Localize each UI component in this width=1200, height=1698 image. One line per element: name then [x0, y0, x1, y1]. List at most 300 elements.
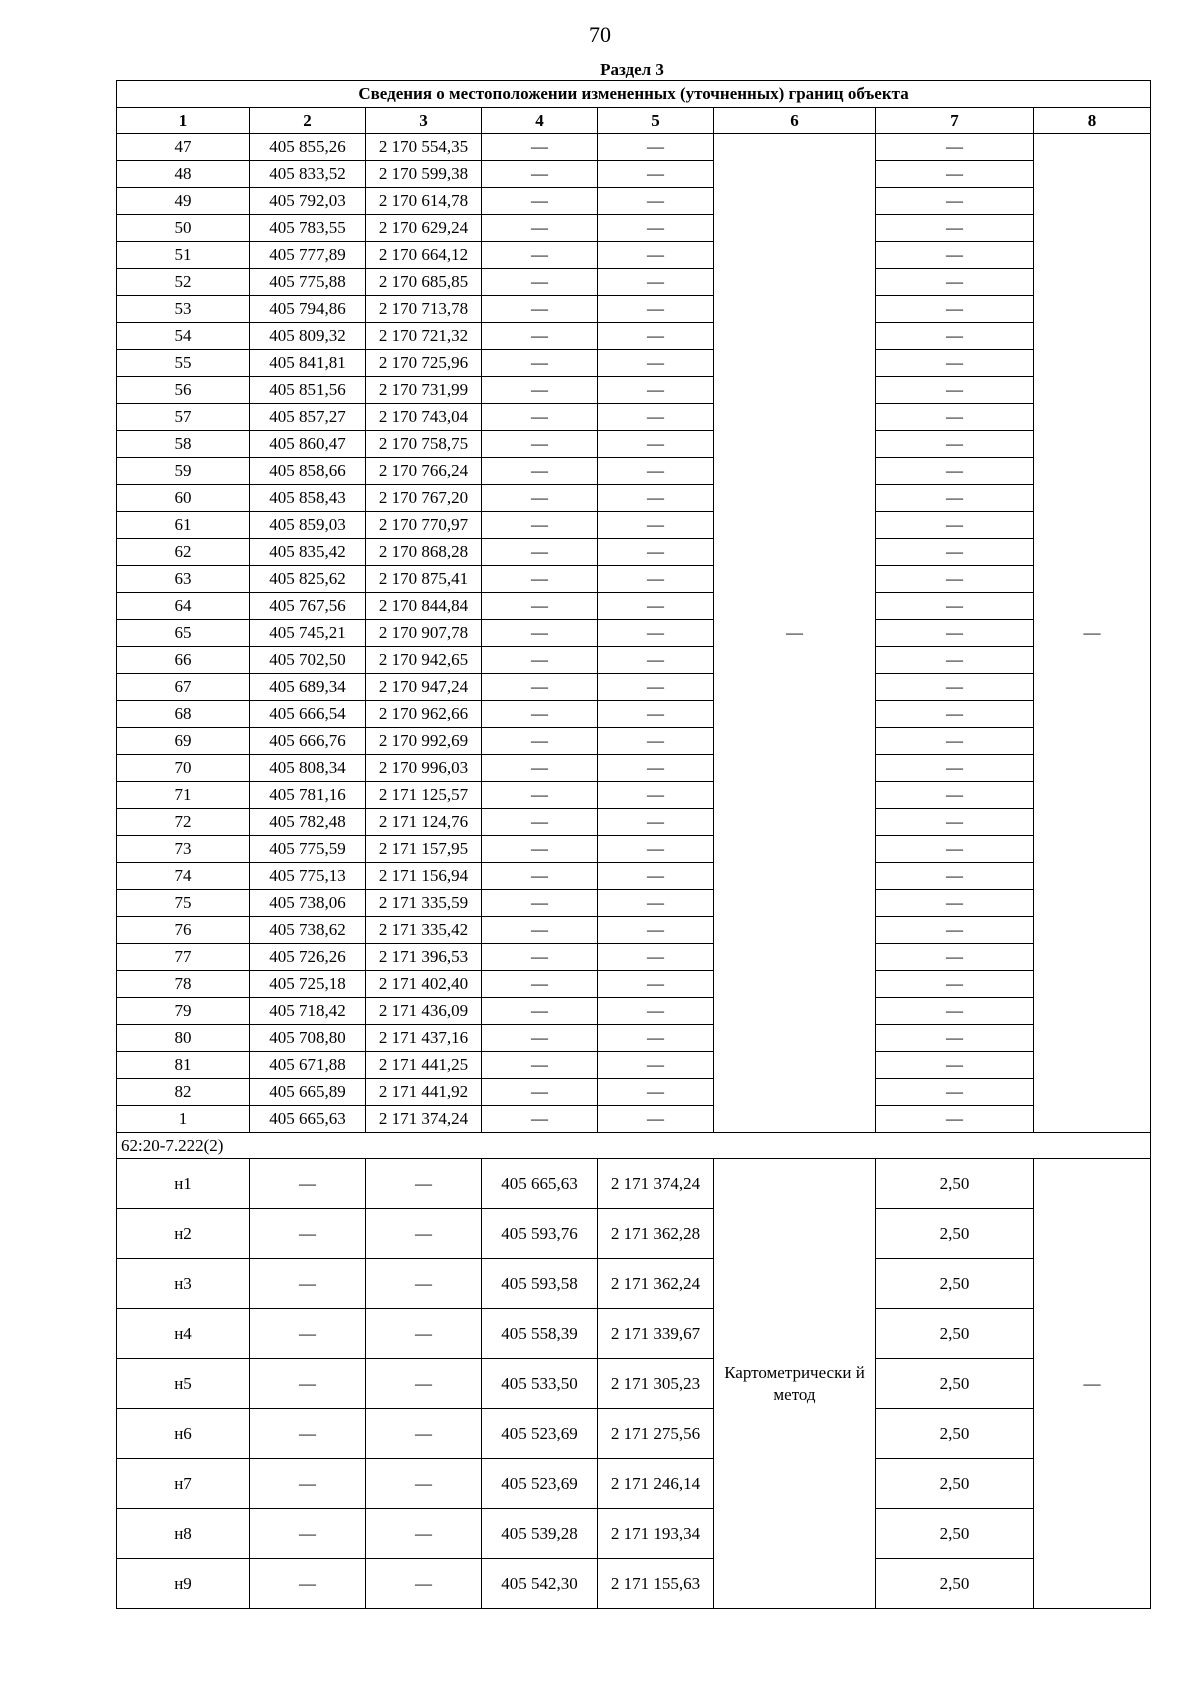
table-row: [117, 188, 1151, 215]
point-number: 53: [117, 296, 250, 323]
table-row: [117, 512, 1151, 539]
table-row: [117, 1559, 1151, 1609]
old-x-coordinate: —: [250, 1309, 366, 1359]
table-row: [117, 1509, 1151, 1559]
table-row: [117, 701, 1151, 728]
column-number-4: 4: [482, 108, 598, 134]
old-x-coordinate: 405 841,81: [250, 350, 366, 377]
old-y-coordinate: 2 170 554,35: [366, 134, 482, 161]
accuracy-cell: —: [876, 215, 1034, 242]
new-x-coordinate: —: [482, 863, 598, 890]
new-x-coordinate: —: [482, 944, 598, 971]
new-y-coordinate: —: [598, 755, 714, 782]
point-number: 59: [117, 458, 250, 485]
old-x-coordinate: 405 666,76: [250, 728, 366, 755]
new-x-coordinate: —: [482, 296, 598, 323]
new-y-coordinate: —: [598, 1052, 714, 1079]
accuracy-cell: 2,50: [876, 1559, 1034, 1609]
table-row: [117, 782, 1151, 809]
point-number: 74: [117, 863, 250, 890]
table-row: [117, 620, 1151, 647]
new-x-coordinate: —: [482, 836, 598, 863]
old-y-coordinate: —: [366, 1409, 482, 1459]
table-row: [117, 323, 1151, 350]
new-y-coordinate: —: [598, 674, 714, 701]
new-y-coordinate: 2 171 155,63: [598, 1559, 714, 1609]
old-x-coordinate: 405 767,56: [250, 593, 366, 620]
new-y-coordinate: 2 171 246,14: [598, 1459, 714, 1509]
point-number: 71: [117, 782, 250, 809]
table-row: [117, 1052, 1151, 1079]
new-y-coordinate: 2 171 193,34: [598, 1509, 714, 1559]
new-x-coordinate: 405 593,76: [482, 1209, 598, 1259]
old-x-coordinate: —: [250, 1459, 366, 1509]
table-row: [117, 1025, 1151, 1052]
accuracy-cell: —: [876, 512, 1034, 539]
accuracy-cell: —: [876, 539, 1034, 566]
new-x-coordinate: 405 523,69: [482, 1459, 598, 1509]
column-number-3: 3: [366, 108, 482, 134]
new-y-coordinate: —: [598, 539, 714, 566]
old-y-coordinate: 2 171 441,92: [366, 1079, 482, 1106]
old-y-coordinate: 2 170 996,03: [366, 755, 482, 782]
accuracy-cell: —: [876, 404, 1034, 431]
new-x-coordinate: —: [482, 593, 598, 620]
point-number: 61: [117, 512, 250, 539]
new-x-coordinate: —: [482, 323, 598, 350]
old-y-coordinate: 2 170 962,66: [366, 701, 482, 728]
point-number: 77: [117, 944, 250, 971]
old-y-coordinate: 2 170 599,38: [366, 161, 482, 188]
old-x-coordinate: 405 665,89: [250, 1079, 366, 1106]
table-row: [117, 1209, 1151, 1259]
table-row: [117, 377, 1151, 404]
old-y-coordinate: 2 171 157,95: [366, 836, 482, 863]
accuracy-cell: —: [876, 701, 1034, 728]
accuracy-cell: —: [876, 998, 1034, 1025]
new-y-coordinate: —: [598, 458, 714, 485]
new-y-coordinate: —: [598, 782, 714, 809]
point-number: 52: [117, 269, 250, 296]
table-row: [117, 1159, 1151, 1209]
point-number: 69: [117, 728, 250, 755]
old-y-coordinate: 2 170 725,96: [366, 350, 482, 377]
point-number: н5: [117, 1359, 250, 1409]
old-y-coordinate: 2 170 844,84: [366, 593, 482, 620]
table-row: [117, 350, 1151, 377]
old-y-coordinate: 2 170 758,75: [366, 431, 482, 458]
new-y-coordinate: 2 171 374,24: [598, 1159, 714, 1209]
old-y-coordinate: 2 171 335,42: [366, 917, 482, 944]
new-x-coordinate: 405 533,50: [482, 1359, 598, 1409]
table-row: [117, 944, 1151, 971]
table-row: [117, 296, 1151, 323]
new-x-coordinate: —: [482, 242, 598, 269]
old-x-coordinate: —: [250, 1209, 366, 1259]
accuracy-cell: 2,50: [876, 1509, 1034, 1559]
old-y-coordinate: —: [366, 1309, 482, 1359]
new-x-coordinate: —: [482, 269, 598, 296]
old-x-coordinate: 405 775,59: [250, 836, 366, 863]
old-x-coordinate: 405 738,06: [250, 890, 366, 917]
old-y-coordinate: 2 171 124,76: [366, 809, 482, 836]
table-row: [117, 404, 1151, 431]
old-x-coordinate: 405 718,42: [250, 998, 366, 1025]
column-number-8: 8: [1034, 108, 1151, 134]
table-row: [117, 971, 1151, 998]
old-y-coordinate: 2 170 629,24: [366, 215, 482, 242]
new-y-coordinate: —: [598, 836, 714, 863]
new-y-coordinate: —: [598, 269, 714, 296]
old-y-coordinate: 2 171 402,40: [366, 971, 482, 998]
accuracy-cell: —: [876, 296, 1034, 323]
new-y-coordinate: —: [598, 161, 714, 188]
new-y-coordinate: —: [598, 863, 714, 890]
point-number: н8: [117, 1509, 250, 1559]
column-number-5: 5: [598, 108, 714, 134]
accuracy-cell: 2,50: [876, 1359, 1034, 1409]
point-number: н9: [117, 1559, 250, 1609]
point-number: н4: [117, 1309, 250, 1359]
old-x-coordinate: 405 851,56: [250, 377, 366, 404]
old-y-coordinate: —: [366, 1459, 482, 1509]
new-x-coordinate: —: [482, 728, 598, 755]
new-y-coordinate: —: [598, 512, 714, 539]
old-x-coordinate: 405 745,21: [250, 620, 366, 647]
old-x-coordinate: —: [250, 1409, 366, 1459]
old-y-coordinate: —: [366, 1509, 482, 1559]
old-x-coordinate: 405 833,52: [250, 161, 366, 188]
point-number: н6: [117, 1409, 250, 1459]
table-row: [117, 539, 1151, 566]
new-x-coordinate: —: [482, 620, 598, 647]
accuracy-cell: 2,50: [876, 1209, 1034, 1259]
new-y-coordinate: —: [598, 728, 714, 755]
point-number: 56: [117, 377, 250, 404]
old-y-coordinate: —: [366, 1359, 482, 1409]
point-number: 49: [117, 188, 250, 215]
table-row: [117, 890, 1151, 917]
point-number: 58: [117, 431, 250, 458]
method-cell: —: [714, 134, 876, 1133]
old-x-coordinate: 405 665,63: [250, 1106, 366, 1133]
accuracy-cell: —: [876, 944, 1034, 971]
new-x-coordinate: —: [482, 512, 598, 539]
table-row: [117, 1409, 1151, 1459]
point-number: н1: [117, 1159, 250, 1209]
old-x-coordinate: 405 860,47: [250, 431, 366, 458]
new-y-coordinate: —: [598, 215, 714, 242]
table-row: [117, 1079, 1151, 1106]
new-y-coordinate: —: [598, 350, 714, 377]
new-y-coordinate: —: [598, 647, 714, 674]
new-x-coordinate: —: [482, 1106, 598, 1133]
table-row: [117, 431, 1151, 458]
old-x-coordinate: 405 702,50: [250, 647, 366, 674]
new-x-coordinate: —: [482, 485, 598, 512]
point-number: 68: [117, 701, 250, 728]
point-number: 79: [117, 998, 250, 1025]
old-y-coordinate: 2 171 335,59: [366, 890, 482, 917]
point-number: 80: [117, 1025, 250, 1052]
old-y-coordinate: 2 170 664,12: [366, 242, 482, 269]
method-cell: Картометрически й метод: [714, 1159, 876, 1609]
old-y-coordinate: 2 170 942,65: [366, 647, 482, 674]
old-y-coordinate: 2 170 731,99: [366, 377, 482, 404]
old-x-coordinate: 405 835,42: [250, 539, 366, 566]
new-y-coordinate: —: [598, 998, 714, 1025]
table-row: [117, 134, 1151, 161]
new-y-coordinate: 2 171 305,23: [598, 1359, 714, 1409]
accuracy-cell: —: [876, 323, 1034, 350]
new-x-coordinate: 405 523,69: [482, 1409, 598, 1459]
table-row: [117, 1106, 1151, 1133]
old-x-coordinate: —: [250, 1159, 366, 1209]
old-y-coordinate: 2 170 614,78: [366, 188, 482, 215]
new-y-coordinate: —: [598, 134, 714, 161]
new-x-coordinate: —: [482, 539, 598, 566]
old-x-coordinate: 405 689,34: [250, 674, 366, 701]
old-x-coordinate: 405 775,13: [250, 863, 366, 890]
new-x-coordinate: —: [482, 647, 598, 674]
point-number: 47: [117, 134, 250, 161]
accuracy-cell: —: [876, 242, 1034, 269]
accuracy-cell: —: [876, 1025, 1034, 1052]
new-x-coordinate: —: [482, 404, 598, 431]
description-cell: —: [1034, 1159, 1151, 1609]
old-y-coordinate: 2 170 767,20: [366, 485, 482, 512]
old-x-coordinate: 405 792,03: [250, 188, 366, 215]
new-y-coordinate: —: [598, 485, 714, 512]
accuracy-cell: —: [876, 431, 1034, 458]
new-y-coordinate: 2 171 362,28: [598, 1209, 714, 1259]
old-y-coordinate: 2 170 713,78: [366, 296, 482, 323]
new-x-coordinate: 405 539,28: [482, 1509, 598, 1559]
accuracy-cell: —: [876, 1079, 1034, 1106]
accuracy-cell: 2,50: [876, 1459, 1034, 1509]
old-y-coordinate: 2 171 156,94: [366, 863, 482, 890]
point-number: 48: [117, 161, 250, 188]
table-row: [117, 161, 1151, 188]
table-row: [117, 998, 1151, 1025]
new-x-coordinate: —: [482, 674, 598, 701]
new-y-coordinate: —: [598, 242, 714, 269]
old-x-coordinate: 405 783,55: [250, 215, 366, 242]
new-x-coordinate: —: [482, 161, 598, 188]
old-x-coordinate: —: [250, 1559, 366, 1609]
accuracy-cell: —: [876, 620, 1034, 647]
accuracy-cell: 2,50: [876, 1159, 1034, 1209]
new-x-coordinate: —: [482, 917, 598, 944]
point-number: 76: [117, 917, 250, 944]
new-x-coordinate: —: [482, 809, 598, 836]
new-y-coordinate: 2 171 275,56: [598, 1409, 714, 1459]
old-x-coordinate: 405 738,62: [250, 917, 366, 944]
new-x-coordinate: —: [482, 566, 598, 593]
point-number: 51: [117, 242, 250, 269]
point-number: 64: [117, 593, 250, 620]
table-row: [117, 755, 1151, 782]
new-y-coordinate: 2 171 339,67: [598, 1309, 714, 1359]
table-row: [117, 485, 1151, 512]
accuracy-cell: —: [876, 863, 1034, 890]
old-x-coordinate: 405 726,26: [250, 944, 366, 971]
table-row: [117, 1459, 1151, 1509]
new-y-coordinate: 2 171 362,24: [598, 1259, 714, 1309]
new-y-coordinate: —: [598, 431, 714, 458]
accuracy-cell: —: [876, 755, 1034, 782]
new-x-coordinate: —: [482, 1079, 598, 1106]
new-y-coordinate: —: [598, 566, 714, 593]
table-row: [117, 593, 1151, 620]
accuracy-cell: —: [876, 269, 1034, 296]
accuracy-cell: —: [876, 485, 1034, 512]
point-number: 72: [117, 809, 250, 836]
table-row: [117, 809, 1151, 836]
old-y-coordinate: 2 170 907,78: [366, 620, 482, 647]
table-row: [117, 836, 1151, 863]
table-row: [117, 242, 1151, 269]
old-y-coordinate: 2 171 125,57: [366, 782, 482, 809]
new-y-coordinate: —: [598, 809, 714, 836]
new-y-coordinate: —: [598, 944, 714, 971]
old-y-coordinate: 2 170 766,24: [366, 458, 482, 485]
new-x-coordinate: —: [482, 431, 598, 458]
accuracy-cell: —: [876, 917, 1034, 944]
new-y-coordinate: —: [598, 701, 714, 728]
old-x-coordinate: 405 671,88: [250, 1052, 366, 1079]
old-x-coordinate: 405 857,27: [250, 404, 366, 431]
point-number: 82: [117, 1079, 250, 1106]
column-number-1: 1: [117, 108, 250, 134]
old-x-coordinate: 405 782,48: [250, 809, 366, 836]
accuracy-cell: —: [876, 1052, 1034, 1079]
old-x-coordinate: 405 708,80: [250, 1025, 366, 1052]
new-y-coordinate: —: [598, 188, 714, 215]
table-row: [117, 215, 1151, 242]
old-y-coordinate: 2 170 743,04: [366, 404, 482, 431]
new-x-coordinate: —: [482, 782, 598, 809]
old-x-coordinate: 405 775,88: [250, 269, 366, 296]
accuracy-cell: —: [876, 350, 1034, 377]
new-y-coordinate: —: [598, 917, 714, 944]
old-y-coordinate: 2 171 436,09: [366, 998, 482, 1025]
old-y-coordinate: 2 171 441,25: [366, 1052, 482, 1079]
new-y-coordinate: —: [598, 971, 714, 998]
old-x-coordinate: 405 794,86: [250, 296, 366, 323]
accuracy-cell: —: [876, 1106, 1034, 1133]
accuracy-cell: —: [876, 728, 1034, 755]
point-number: н7: [117, 1459, 250, 1509]
table-row: [117, 647, 1151, 674]
new-x-coordinate: —: [482, 134, 598, 161]
accuracy-cell: —: [876, 161, 1034, 188]
old-y-coordinate: —: [366, 1559, 482, 1609]
point-number: 78: [117, 971, 250, 998]
old-x-coordinate: 405 858,66: [250, 458, 366, 485]
table-row: [117, 917, 1151, 944]
new-x-coordinate: —: [482, 701, 598, 728]
new-y-coordinate: —: [598, 296, 714, 323]
point-number: 62: [117, 539, 250, 566]
new-x-coordinate: —: [482, 1025, 598, 1052]
new-x-coordinate: —: [482, 215, 598, 242]
old-x-coordinate: —: [250, 1509, 366, 1559]
point-number: 67: [117, 674, 250, 701]
point-number: 63: [117, 566, 250, 593]
new-x-coordinate: —: [482, 755, 598, 782]
table-row: [117, 728, 1151, 755]
old-x-coordinate: 405 808,34: [250, 755, 366, 782]
new-x-coordinate: 405 593,58: [482, 1259, 598, 1309]
new-x-coordinate: —: [482, 1052, 598, 1079]
new-x-coordinate: 405 665,63: [482, 1159, 598, 1209]
point-number: 73: [117, 836, 250, 863]
point-number: 54: [117, 323, 250, 350]
column-number-7: 7: [876, 108, 1034, 134]
table-row: [117, 674, 1151, 701]
section-title: Раздел 3: [600, 60, 664, 79]
old-y-coordinate: 2 170 875,41: [366, 566, 482, 593]
old-x-coordinate: 405 781,16: [250, 782, 366, 809]
new-x-coordinate: —: [482, 458, 598, 485]
accuracy-cell: —: [876, 647, 1034, 674]
table-row: [117, 1359, 1151, 1409]
old-x-coordinate: 405 666,54: [250, 701, 366, 728]
new-x-coordinate: —: [482, 377, 598, 404]
table-row: [117, 566, 1151, 593]
old-x-coordinate: 405 825,62: [250, 566, 366, 593]
point-number: н2: [117, 1209, 250, 1259]
table-row: [117, 458, 1151, 485]
accuracy-cell: —: [876, 809, 1034, 836]
old-y-coordinate: 2 170 947,24: [366, 674, 482, 701]
new-x-coordinate: —: [482, 890, 598, 917]
new-x-coordinate: 405 542,30: [482, 1559, 598, 1609]
description-cell: —: [1034, 134, 1151, 1133]
table-row: [117, 1259, 1151, 1309]
point-number: 66: [117, 647, 250, 674]
old-x-coordinate: —: [250, 1359, 366, 1409]
accuracy-cell: —: [876, 890, 1034, 917]
accuracy-cell: —: [876, 593, 1034, 620]
accuracy-cell: —: [876, 836, 1034, 863]
old-y-coordinate: 2 171 396,53: [366, 944, 482, 971]
new-y-coordinate: —: [598, 323, 714, 350]
old-y-coordinate: —: [366, 1209, 482, 1259]
accuracy-cell: 2,50: [876, 1409, 1034, 1459]
old-y-coordinate: —: [366, 1159, 482, 1209]
old-y-coordinate: 2 171 374,24: [366, 1106, 482, 1133]
accuracy-cell: 2,50: [876, 1259, 1034, 1309]
new-y-coordinate: —: [598, 1079, 714, 1106]
accuracy-cell: —: [876, 134, 1034, 161]
new-x-coordinate: —: [482, 998, 598, 1025]
table-row: [117, 1309, 1151, 1359]
point-number: 70: [117, 755, 250, 782]
new-y-coordinate: —: [598, 620, 714, 647]
new-x-coordinate: —: [482, 188, 598, 215]
point-number: 65: [117, 620, 250, 647]
old-x-coordinate: 405 809,32: [250, 323, 366, 350]
old-x-coordinate: —: [250, 1259, 366, 1309]
page-number: 70: [589, 22, 611, 47]
old-y-coordinate: 2 170 685,85: [366, 269, 482, 296]
old-x-coordinate: 405 858,43: [250, 485, 366, 512]
subsection-label: 62:20-7.222(2): [117, 1133, 1151, 1159]
point-number: 55: [117, 350, 250, 377]
old-x-coordinate: 405 859,03: [250, 512, 366, 539]
